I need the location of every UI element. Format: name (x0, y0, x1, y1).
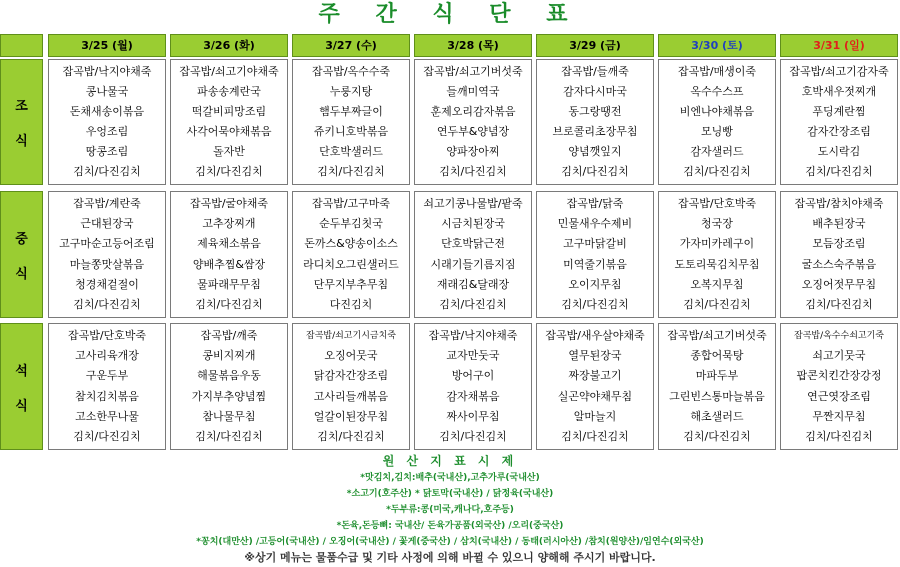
menu-item: 청국장 (701, 217, 733, 231)
menu-item: 미역줄기볶음 (563, 257, 627, 271)
menu-item: 김치/다진김치 (439, 429, 507, 443)
menu-item: 마늘쫑맛살볶음 (69, 257, 145, 271)
menu-item: 쥬키니호박볶음 (313, 125, 389, 138)
menu-item: 청경채겉절이 (75, 277, 139, 291)
menu-item: 김치/다진김치 (73, 429, 141, 443)
menu-cell-lunch (292, 191, 410, 318)
menu-item: 방어구이 (451, 369, 495, 383)
menu-item: 잡곡밥/쇠고기감자죽 (789, 65, 889, 78)
menu-item: 굴소스숙주볶음 (801, 257, 877, 271)
day-header-row (0, 34, 900, 57)
day-header-wed: 3/27 (수) (292, 34, 410, 57)
menu-item: 파송송계란국 (197, 85, 261, 98)
menu-item: 단호박샐러드 (319, 145, 383, 158)
menu-item: 김치/다진김치 (195, 429, 263, 443)
menu-item: 알마늘지 (573, 409, 617, 423)
menu-item: 모듬장조림 (812, 237, 866, 251)
day-header-sat: 3/30 (토) (658, 34, 776, 57)
menu-item: 잡곡밥/옥수수죽 (311, 65, 391, 78)
menu-item: 김치/다진김치 (561, 297, 629, 311)
menu-item: 순두부김칫국 (319, 217, 383, 231)
menu-item: 잡곡밥/닭죽 (566, 197, 624, 211)
menu-item: 구운두부 (85, 369, 129, 383)
menu-item: 비엔나야채볶음 (679, 105, 755, 118)
menu-item: 우엉조림 (85, 125, 129, 138)
origin-line: *소고기(호주산) * 닭토막(국내산) / 닭정육(국내산) (346, 489, 554, 499)
menu-item: 라디치오그린샐러드 (303, 257, 399, 271)
menu-item: 도시락김 (817, 145, 861, 158)
menu-item: 연두부&양념장 (436, 125, 510, 138)
menu-item: 잡곡밥/옥수수쇠고기죽 (794, 331, 884, 342)
menu-item: 감자샐러드 (690, 145, 744, 158)
menu-item: 잡곡밥/쇠고기버섯죽 (667, 329, 767, 343)
meal-label-dinner: 석 식 (0, 323, 43, 450)
menu-item: 종합어묵탕 (690, 349, 744, 363)
menu-cell-dinner (48, 323, 166, 450)
menu-item: 짜사이무침 (446, 409, 500, 423)
menu-cell-lunch (536, 191, 654, 318)
menu-item: 김치/다진김치 (683, 297, 751, 311)
menu-item: 실곤약야채무침 (557, 389, 633, 403)
menu-item: 감자채볶음 (446, 389, 500, 403)
day-header-tue: 3/26 (화) (170, 34, 288, 57)
menu-item: 다진김치 (329, 297, 373, 311)
menu-item: 양념깻잎지 (568, 145, 622, 158)
menu-item: 브로콜리초장무침 (552, 125, 638, 138)
menu-item: 고추장찌개 (202, 217, 256, 231)
day-header-sun: 3/31 (일) (780, 34, 898, 57)
menu-item: 김치/다진김치 (439, 297, 507, 311)
menu-item: 제육채소볶음 (197, 237, 261, 251)
menu-cell-lunch (170, 191, 288, 318)
menu-item: 시금치된장국 (441, 217, 505, 231)
notice-text: ※상기 메뉴는 물품수급 및 기타 사정에 의해 바뀔 수 있으니 양해해 주시기 바랍니다. (244, 551, 656, 564)
menu-item: 들깨미역국 (446, 85, 500, 98)
menu-cell-breakfast (658, 59, 776, 185)
day-header-fri: 3/29 (금) (536, 34, 654, 57)
menu-item: 참나물무침 (202, 409, 256, 423)
menu-item: 김치/다진김치 (683, 165, 751, 178)
menu-item: 잡곡밥/쇠고기시금치죽 (306, 331, 396, 342)
menu-item: 가지부추양념찜 (191, 389, 267, 403)
menu-item: 떡갈비피망조림 (191, 105, 267, 118)
menu-item: 잡곡밥/단호박죽 (67, 329, 147, 343)
menu-item: 가자미카레구이 (679, 237, 755, 251)
menu-item: 훈제오리감자볶음 (430, 105, 516, 118)
menu-item: 그린빈스통마늘볶음 (669, 389, 765, 403)
menu-item: 잡곡밥/단호박죽 (677, 197, 757, 211)
menu-item: 땅콩조림 (85, 145, 129, 158)
menu-item: 고소한무나물 (75, 409, 139, 423)
menu-item: 김치/다진김치 (805, 165, 873, 178)
menu-item: 민물새우수제비 (557, 217, 633, 231)
menu-item: 잡곡밥/쇠고기버섯죽 (423, 65, 523, 78)
header-corner (0, 34, 43, 57)
menu-item: 고구마닭갈비 (563, 237, 627, 251)
menu-item: 김치/다진김치 (561, 165, 629, 178)
menu-item: 잡곡밥/낙지야채죽 (428, 329, 518, 343)
menu-item: 김치/다진김치 (195, 165, 263, 178)
menu-item: 김치/다진김치 (317, 429, 385, 443)
menu-item: 오징어젓무무침 (801, 277, 877, 291)
menu-cell-lunch (414, 191, 532, 318)
menu-item: 김치/다진김치 (439, 165, 507, 178)
menu-item: 김치/다진김치 (73, 165, 141, 178)
origin-title: 원 산 지 표 시 제 (382, 454, 518, 468)
menu-item: 감자간장조림 (807, 125, 871, 138)
menu-item: 콩비지찌개 (202, 349, 256, 363)
menu-cell-dinner (292, 323, 410, 450)
menu-item: 콩나물국 (85, 85, 129, 98)
menu-item: 고사리들깨볶음 (313, 389, 389, 403)
meal-label-breakfast: 조 식 (0, 59, 43, 185)
menu-cell-dinner (170, 323, 288, 450)
menu-item: 잡곡밥/낙지야채죽 (62, 65, 152, 78)
menu-item: 배추된장국 (812, 217, 866, 231)
menu-item: 도토리묵김치무침 (674, 257, 760, 271)
menu-item: 오복지무침 (690, 277, 744, 291)
menu-item: 잡곡밥/계란죽 (73, 197, 141, 211)
menu-cell-lunch (48, 191, 166, 318)
menu-item: 해초샐러드 (690, 409, 744, 423)
menu-item: 김치/다진김치 (805, 297, 873, 311)
origin-line: *두부류:콩(미국,캐나다,호주등) (386, 505, 514, 515)
menu-cell-dinner (658, 323, 776, 450)
menu-item: 모닝빵 (701, 125, 733, 138)
menu-item: 잡곡밥/매생이죽 (677, 65, 757, 78)
menu-item: 근대된장국 (80, 217, 134, 231)
menu-item: 교자만둣국 (446, 349, 500, 363)
menu-item: 고구마순고등어조림 (59, 237, 155, 251)
menu-item: 잡곡밥/굴야채죽 (189, 197, 269, 211)
menu-item: 김치/다진김치 (317, 165, 385, 178)
menu-cell-breakfast (292, 59, 410, 185)
menu-item: 짜장불고기 (568, 369, 622, 383)
menu-cell-breakfast (414, 59, 532, 185)
menu-item: 단무지부추무침 (313, 277, 389, 291)
menu-cell-breakfast (536, 59, 654, 185)
origin-line: *맛김치,김치:배추(국내산),고추가루(국내산) (360, 473, 540, 483)
menu-item: 누룽지탕 (329, 85, 373, 98)
menu-cell-dinner (536, 323, 654, 450)
menu-item: 잡곡밥/새우살야채죽 (545, 329, 645, 343)
menu-item: 해물볶음우동 (197, 369, 261, 383)
menu-item: 동그랑땡전 (568, 105, 622, 118)
menu-item: 양배추찜&쌈장 (192, 257, 266, 271)
menu-item: 푸딩계란찜 (812, 105, 866, 118)
menu-item: 쇠고기콩나물밥/팥죽 (423, 197, 523, 211)
day-header-mon: 3/25 (월) (48, 34, 166, 57)
menu-cell-breakfast (170, 59, 288, 185)
origin-line: *꽁치(대만산) /고등어(국내산) / 오징어(국내산) / 꽃게(중국산) / 삼치(국내산) / 동태(러시아산) /참치(원양산)/임연수(외국산) (196, 537, 704, 547)
menu-item: 김치/다진김치 (805, 429, 873, 443)
menu-item: 호박새우젓찌개 (801, 85, 877, 98)
menu-item: 감자다시마국 (563, 85, 627, 98)
menu-item: 단호박닭근전 (441, 237, 505, 251)
menu-cell-breakfast (48, 59, 166, 185)
origin-info (0, 452, 900, 550)
menu-item: 잡곡밥/들깨죽 (561, 65, 629, 78)
menu-item: 돈까스&양송이소스 (304, 237, 398, 251)
day-header-thu: 3/28 (목) (414, 34, 532, 57)
menu-item: 참치김치볶음 (75, 389, 139, 403)
menu-item: 시래기들기름지짐 (430, 257, 516, 271)
menu-item: 잡곡밥/깨죽 (200, 329, 258, 343)
meal-label-lunch: 중 식 (0, 191, 43, 318)
menu-item: 얼갈이된장무침 (313, 409, 389, 423)
menu-item: 팝콘치킨간장강정 (796, 369, 882, 383)
menu-item: 양파장아찌 (446, 145, 500, 158)
menu-item: 쇠고기뭇국 (812, 349, 866, 363)
menu-item: 돈채새송이볶음 (69, 105, 145, 118)
menu-item: 재래김&달래장 (436, 277, 510, 291)
menu-item: 김치/다진김치 (561, 429, 629, 443)
menu-item: 김치/다진김치 (683, 429, 751, 443)
menu-item: 무짠지무침 (812, 409, 866, 423)
menu-item: 닭감자간장조림 (313, 369, 389, 383)
menu-item: 잡곡밥/쇠고기야채죽 (179, 65, 279, 78)
menu-item: 햄두부짜글이 (319, 105, 383, 118)
menu-item: 김치/다진김치 (195, 297, 263, 311)
menu-item: 오징어뭇국 (324, 349, 378, 363)
menu-item: 옥수수스프 (690, 85, 744, 98)
menu-item: 연근엿장조림 (807, 389, 871, 403)
menu-cell-breakfast (780, 59, 898, 185)
menu-cell-lunch (658, 191, 776, 318)
menu-item: 고사리육개장 (75, 349, 139, 363)
origin-line: *돈육,돈등뼈: 국내산/ 돈육가공품(외국산) /오리(중국산) (336, 521, 564, 531)
menu-cell-lunch (780, 191, 898, 318)
menu-item: 사각어묵야채볶음 (186, 125, 272, 138)
menu-item: 마파두부 (695, 369, 739, 383)
menu-item: 물파래무무침 (197, 277, 261, 291)
page-title: 주 간 식 단 표 (318, 2, 582, 27)
menu-item: 열무된장국 (568, 349, 622, 363)
menu-item: 잡곡밥/고구마죽 (311, 197, 391, 211)
menu-item: 잡곡밥/참치야채죽 (794, 197, 884, 211)
menu-item: 돌자반 (213, 145, 245, 158)
menu-cell-dinner (414, 323, 532, 450)
menu-item: 오이지무침 (568, 277, 622, 291)
menu-item: 김치/다진김치 (73, 297, 141, 311)
menu-cell-dinner (780, 323, 898, 450)
